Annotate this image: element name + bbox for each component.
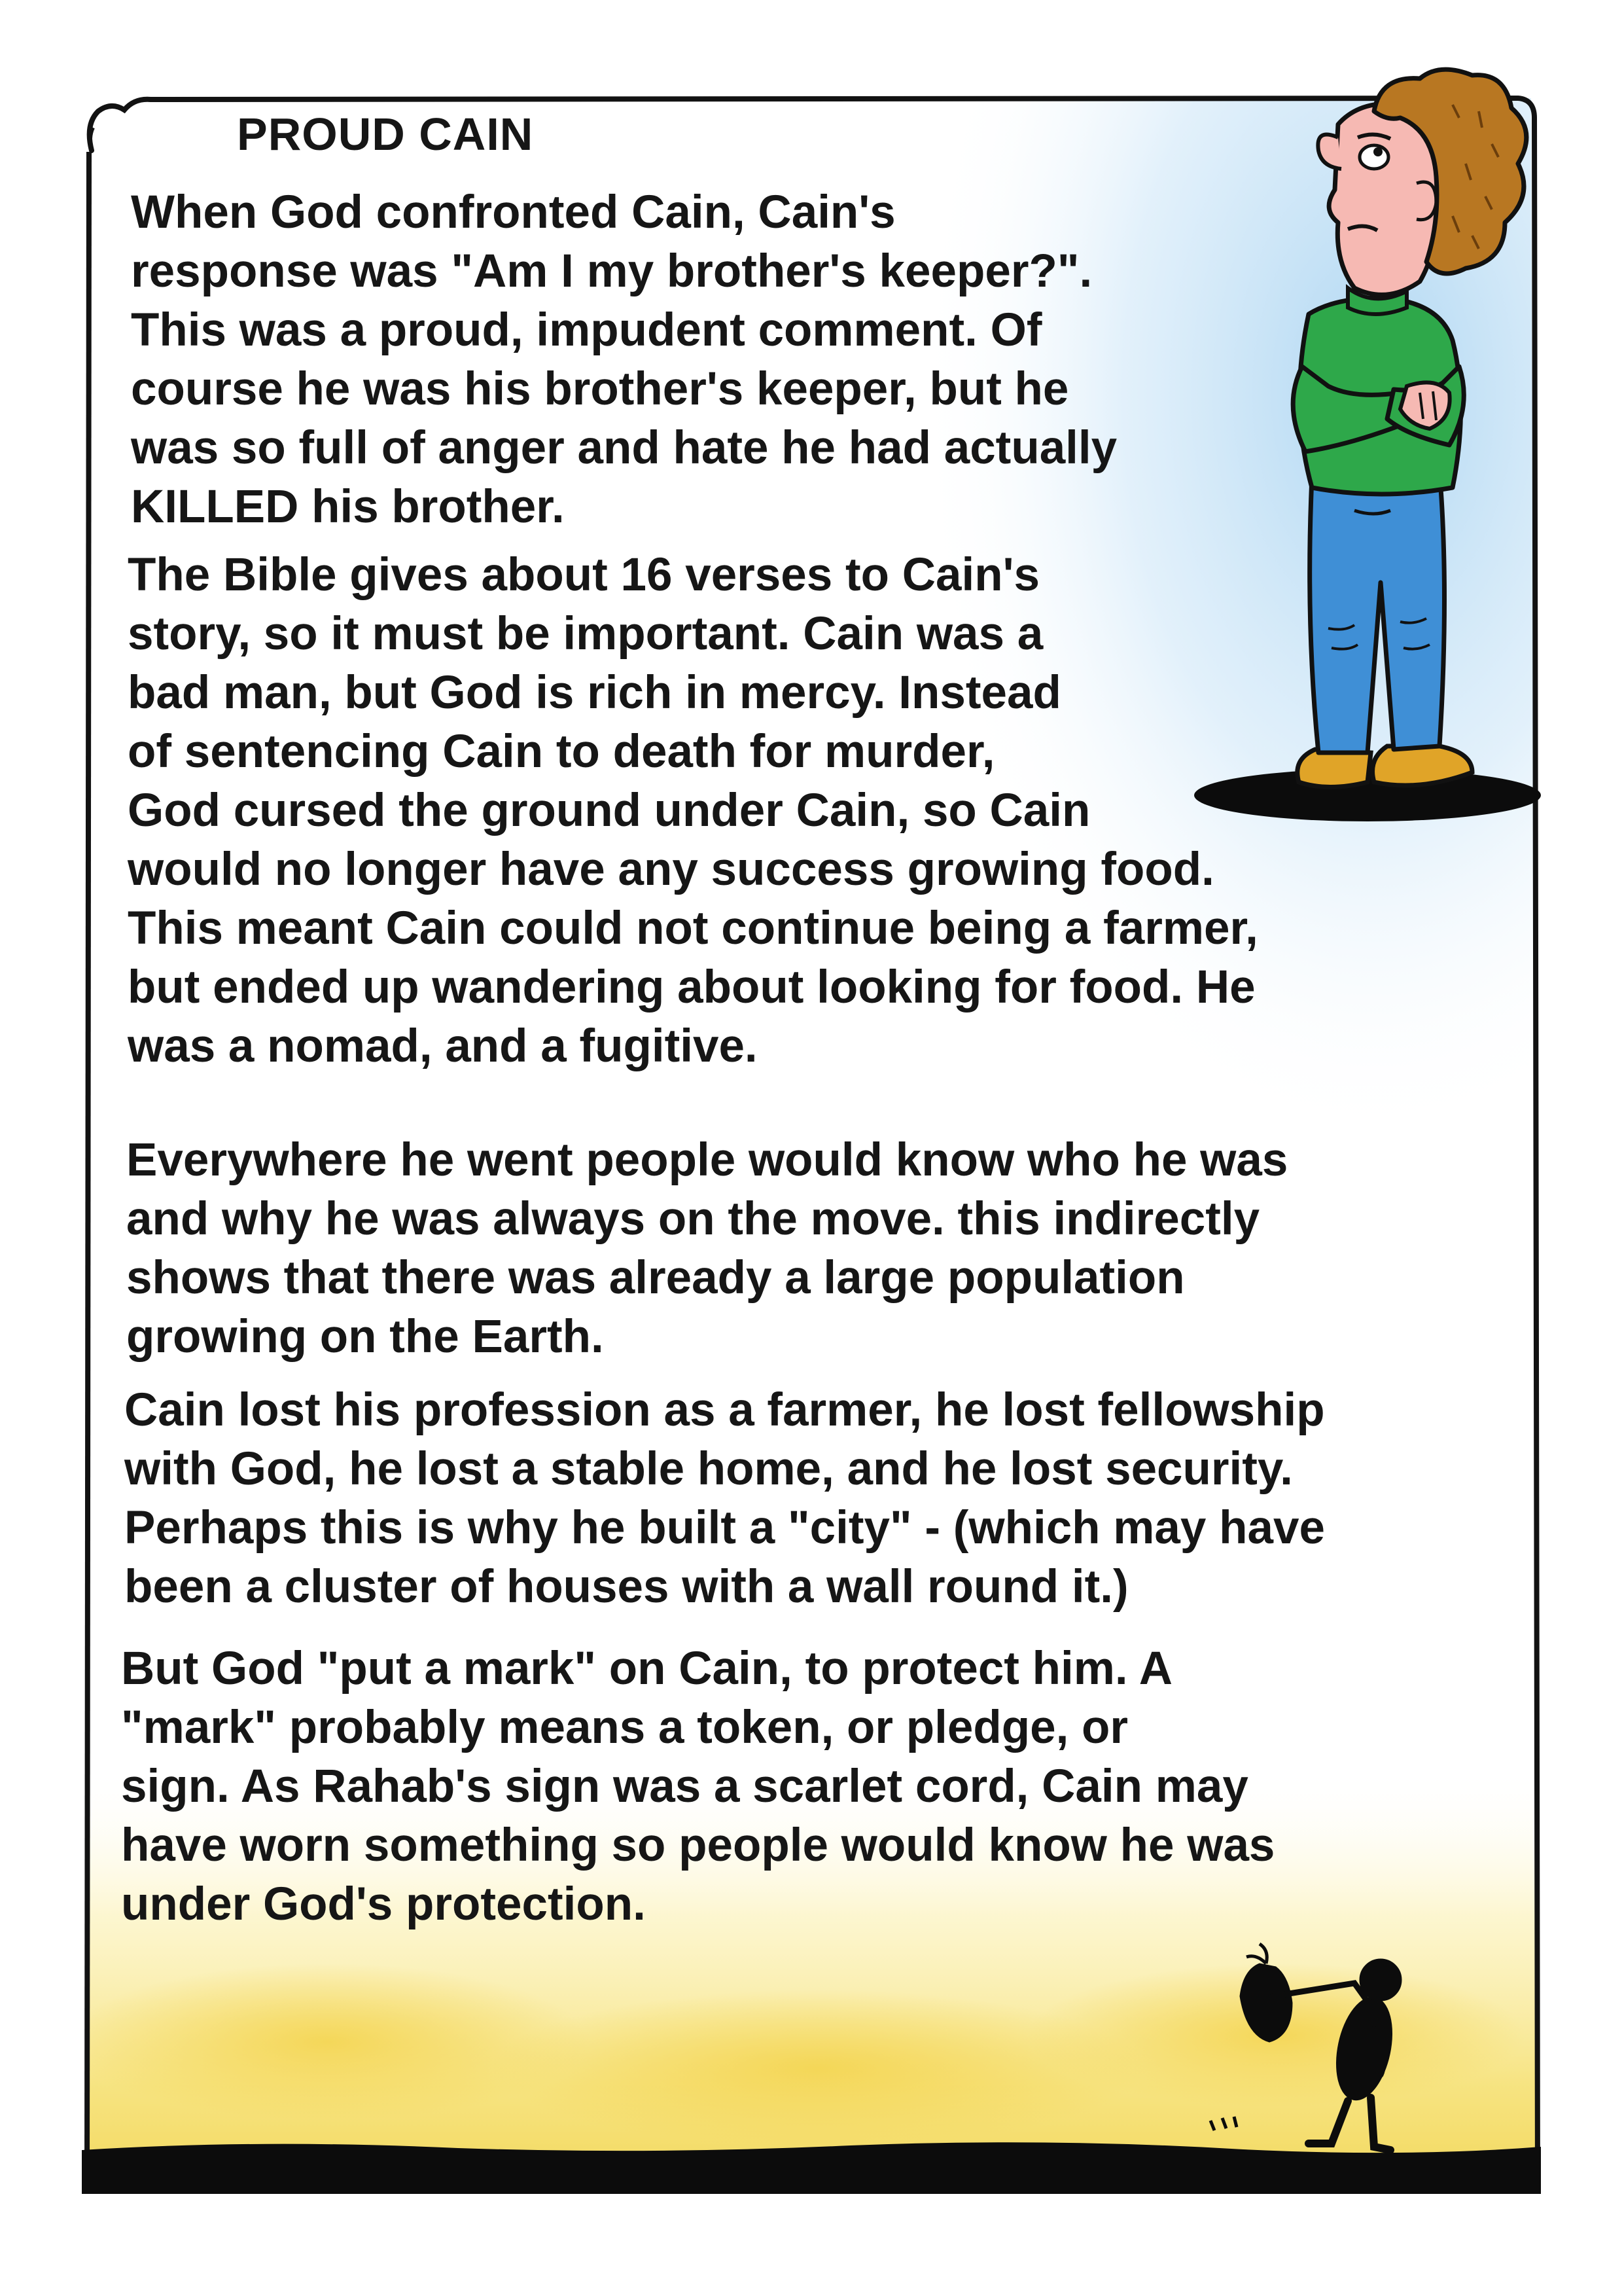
paragraph-3 <box>126 1131 1288 1367</box>
paragraph-5-line: have worn something so people would know he was <box>121 1820 1275 1871</box>
paragraph-2-line: but ended up wandering about looking for food. He <box>128 961 1256 1013</box>
paragraph-4-line: with God, he lost a stable home, and he lost security. <box>124 1443 1293 1495</box>
page-title: PROUD CAIN <box>237 109 534 160</box>
paragraph-1-line: When God confronted Cain, Cain's <box>131 187 896 238</box>
paragraph-5-line: But God "put a mark" on Cain, to protect him. A <box>121 1643 1173 1695</box>
paragraph-2-line: The Bible gives about 16 verses to Cain's <box>128 549 1040 601</box>
paragraph-2-line: bad man, but God is rich in mercy. Instead <box>128 667 1061 719</box>
paragraph-2-line: This meant Cain could not continue being a farmer, <box>128 903 1258 954</box>
paragraph-4-line: been a cluster of houses with a wall round it.) <box>124 1561 1129 1613</box>
paragraph-2 <box>128 546 1258 1076</box>
paragraph-1-line: course he was his brother's keeper, but he <box>131 363 1069 415</box>
paragraph-5-line: "mark" probably means a token, or pledge, or <box>121 1702 1129 1753</box>
paragraph-4-line: Cain lost his profession as a farmer, he lost fellowship <box>124 1384 1325 1436</box>
paragraph-3-line: shows that there was already a large population <box>126 1252 1185 1304</box>
paragraph-5-line: under God's protection. <box>121 1878 646 1930</box>
paragraph-2-line: was a nomad, and a fugitive. <box>128 1020 758 1072</box>
paragraph-3-line: and why he was always on the move. this indirectly <box>126 1193 1260 1245</box>
paragraph-1-line: KILLED his brother. <box>131 481 565 533</box>
paragraph-2-line: God cursed the ground under Cain, so Cain <box>128 785 1091 836</box>
paragraph-5 <box>121 1640 1275 1934</box>
paragraph-1-line: response was "Am I my brother's keeper?". <box>131 245 1093 297</box>
paragraph-1-line: was so full of anger and hate he had actually <box>131 422 1118 474</box>
paragraph-1 <box>131 183 1117 537</box>
paragraph-2-line: story, so it must be important. Cain was a <box>128 608 1044 660</box>
paragraph-4-line: Perhaps this is why he built a "city" - (which may have <box>124 1502 1325 1554</box>
paragraph-3-line: Everywhere he went people would know who he was <box>126 1134 1288 1186</box>
paragraph-4 <box>124 1381 1325 1617</box>
paragraph-5-line: sign. As Rahab's sign was a scarlet cord, Cain may <box>121 1761 1248 1812</box>
paragraph-2-line: of sentencing Cain to death for murder, <box>128 726 995 778</box>
paragraph-1-line: This was a proud, impudent comment. Of <box>131 304 1042 356</box>
paragraph-2-line: would no longer have any success growing food. <box>128 844 1214 895</box>
paragraph-3-line: growing on the Earth. <box>126 1311 604 1363</box>
